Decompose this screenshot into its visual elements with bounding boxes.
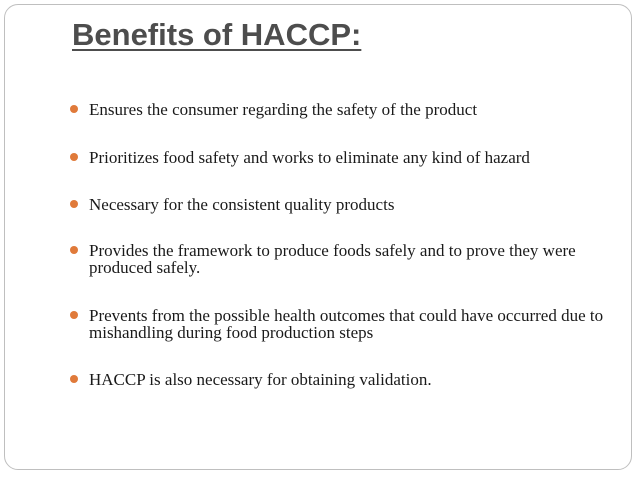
bullet-item bbox=[70, 149, 619, 166]
bullet-dot-icon bbox=[70, 200, 78, 208]
bullet-item bbox=[70, 371, 619, 388]
bullet-item bbox=[70, 101, 619, 118]
bullet-text: Provides the framework to produce foods safely and to prove they were produced safely. bbox=[89, 241, 576, 277]
bullet-item bbox=[70, 242, 619, 276]
bullet-dot-icon bbox=[70, 246, 78, 254]
slide-frame bbox=[4, 4, 632, 470]
bullet-text: Necessary for the consistent quality products bbox=[89, 195, 395, 214]
bullet-text: Prevents from the possible health outcomes that could have occurred due to mishandling during food production steps bbox=[89, 306, 604, 342]
bullet-dot-icon bbox=[70, 311, 78, 319]
bullet-dot-icon bbox=[70, 105, 78, 113]
bullet-item bbox=[70, 307, 619, 341]
bullet-dot-icon bbox=[70, 375, 78, 383]
bullet-text: Prioritizes food safety and works to eliminate any kind of hazard bbox=[89, 148, 530, 167]
bullet-dot-icon bbox=[70, 153, 78, 161]
bullet-item bbox=[70, 196, 619, 213]
bullet-text: Ensures the consumer regarding the safety of the product bbox=[89, 100, 478, 119]
slide-title: Benefits of HACCP: bbox=[72, 17, 362, 52]
bullet-text: HACCP is also necessary for obtaining validation. bbox=[89, 370, 432, 389]
